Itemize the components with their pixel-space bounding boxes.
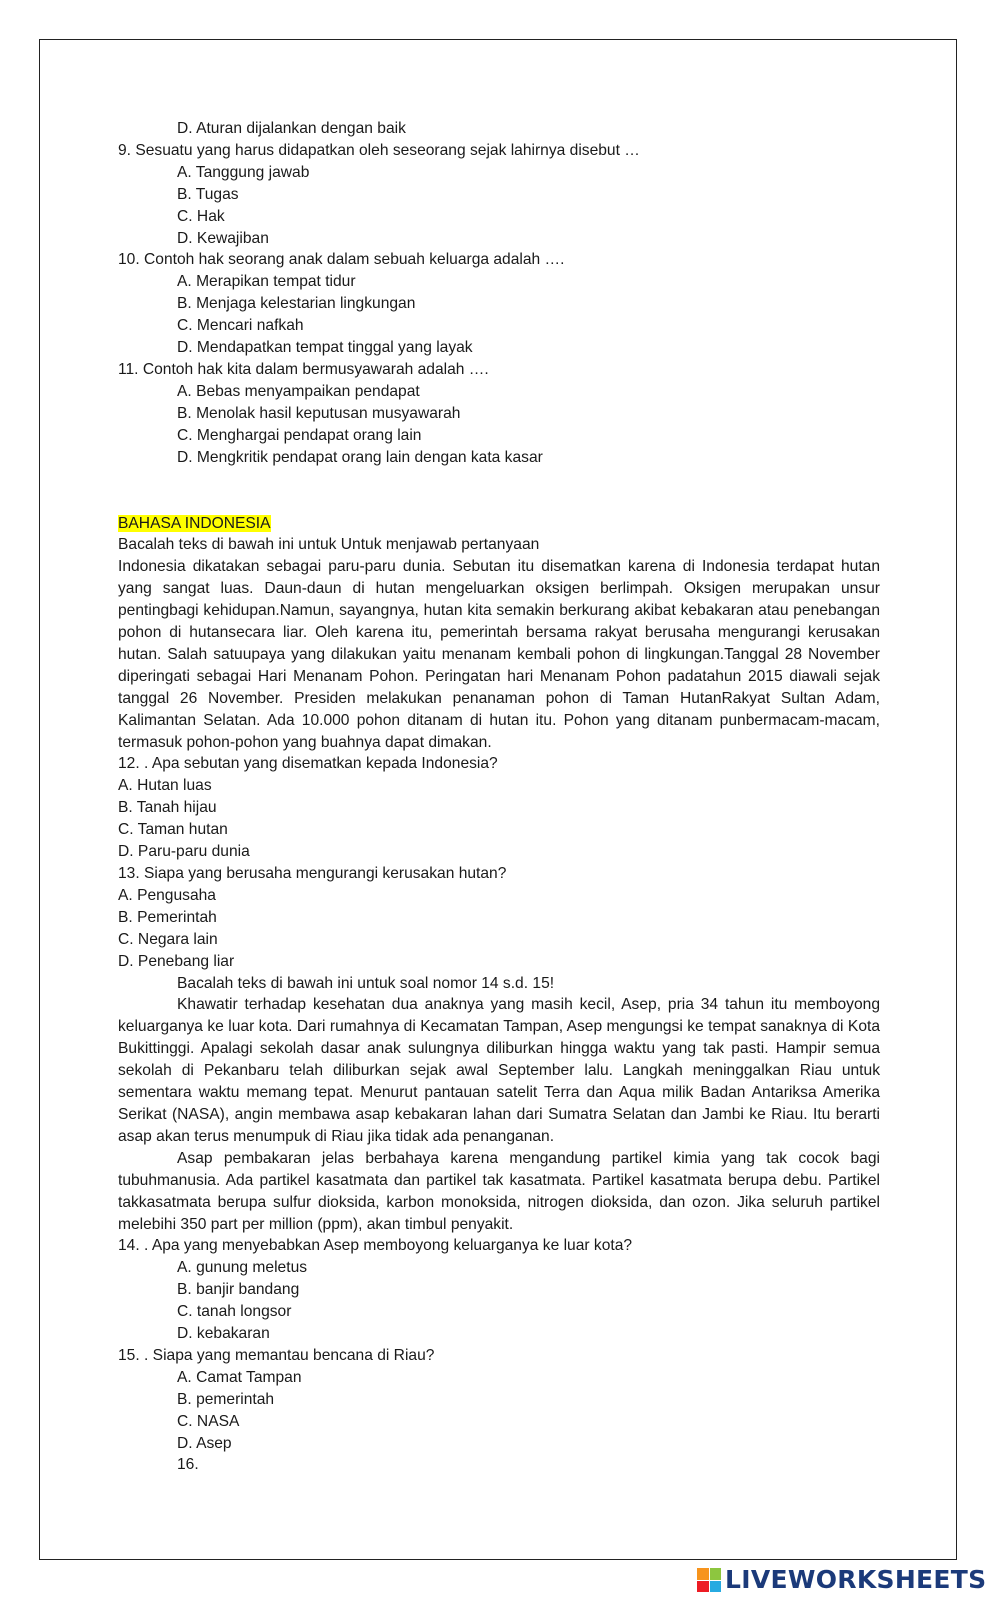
option-8d: D. Aturan dijalankan dengan baik	[177, 120, 406, 137]
option-9d: D. Kewajiban	[177, 229, 269, 247]
question-11: 11. Contoh hak kita dalam bermusyawarah adalah ….	[118, 360, 489, 378]
question-15: 15. . Siapa yang memantau bencana di Riau?	[118, 1346, 435, 1364]
option-12b: B. Tanah hijau	[118, 799, 217, 817]
liveworksheets-logo-icon	[697, 1568, 721, 1592]
option-13d: D. Penebang liar	[118, 952, 235, 970]
section-spacer	[118, 469, 880, 513]
question-10: 10. Contoh hak seorang anak dalam sebuah keluarga adalah ….	[118, 251, 565, 269]
option-13b: B. Pemerintah	[118, 908, 217, 926]
option-10c: C. Mencari nafkah	[177, 317, 304, 335]
option-12c: C. Taman hutan	[118, 821, 228, 839]
option-15b: B. pemerintah	[177, 1390, 275, 1408]
option-10b: B. Menjaga kelestarian lingkungan	[177, 295, 416, 313]
logo-square-orange	[697, 1568, 709, 1580]
question-9: 9. Sesuatu yang harus didapatkan oleh seseorang sejak lahirnya disebut …	[118, 141, 640, 159]
question-16-number: 16.	[177, 1456, 199, 1474]
question-13: 13. Siapa yang berusaha mengurangi kerusakan hutan?	[118, 865, 507, 882]
question-12: 12. . Apa sebutan yang disematkan kepada Indonesia?	[118, 755, 498, 773]
option-11a: A. Bebas menyampaikan pendapat	[177, 382, 420, 400]
option-11c: C. Menghargai pendapat orang lain	[177, 426, 422, 444]
question-14: 14. . Apa yang menyebabkan Asep memboyong keluarganya ke luar kota?	[118, 1237, 633, 1255]
logo-square-red	[697, 1581, 709, 1593]
reading-passage-2-paragraph-1: Khawatir terhadap kesehatan dua anaknya yang masih kecil, Asep, pria 34 tahun itu memboyong keluarganya ke luar kota. Dari rumahnya di Kecamatan Tampan, Asep mengungsi ke tempat sanaknya di Kota Bukittinggi. Apalagi sekolah dasar anak sulungnya diliburkan hingga waktu yang tak pasti. Hampir semua sekolah di Pekanbaru telah diliburkan sejak awal September lalu. Langkah meninggalkan Riau untuk sementara waktu memang tepat. Menurut pantauan satelit Terra dan Aqua milik Badan Antariksa Amerika Serikat (NASA), angin membawa asap kebakaran lahan dari Sumatra Selatan dan Jambi ke Riau. Itu berarti asap akan terus menumpuk di Riau jika tidak ada penanganan.	[118, 996, 880, 1145]
option-13a: A. Pengusaha	[118, 886, 216, 904]
liveworksheets-logo[interactable]	[697, 1567, 986, 1593]
option-15c: C. NASA	[177, 1412, 240, 1430]
option-10a: A. Merapikan tempat tidur	[177, 273, 356, 291]
option-12d: D. Paru-paru dunia	[118, 843, 250, 861]
option-14b: B. banjir bandang	[177, 1281, 300, 1299]
option-10d: D. Mendapatkan tempat tinggal yang layak	[177, 339, 473, 357]
reading-passage-1: Indonesia dikatakan sebagai paru-paru dunia. Sebutan itu disematkan karena di Indonesia terdapat hutan yang sangat luas. Daun-daun di hutan mengeluarkan oksigen berlimpah. Oksigen merupakan unsur pentingbagi kehidupan.Namun, sayangnya, hutan kita semakin berkurang akibat kebakaran atau penebangan pohon di hutansecara liar. Oleh karena itu, pemerintah bersama rakyat berusaha mengurangi kerusakan hutan. Salah satuupaya yang dilakukan yaitu menanam kembali pohon di lingkungan.Tanggal 28 November diperingati sebagai Hari Menanam Pohon. Peringatan hari Menanam Pohon padatahun 2015 diawali sejak tanggal 26 November. Presiden melakukan penanaman pohon di Taman HutanRakyat Sultan Adam, Kalimantan Selatan. Ada 10.000 pohon ditanam di hutan itu. Pohon yang ditanam punbermacam-macam, termasuk pohon-pohon yang buahnya dapat dimakan.	[118, 558, 880, 751]
option-9c: C. Hak	[177, 207, 225, 225]
option-13c: C. Negara lain	[118, 930, 218, 948]
option-9b: B. Tugas	[177, 185, 239, 203]
passage2-instruction: Bacalah teks di bawah ini untuk soal nomor 14 s.d. 15!	[177, 974, 555, 992]
worksheet-content	[118, 118, 880, 1476]
logo-square-green	[710, 1568, 722, 1580]
option-14a: A. gunung meletus	[177, 1259, 308, 1277]
reading-passage-2-paragraph-2: Asap pembakaran jelas berbahaya karena mengandung partikel kimia yang tak cocok bagi tubuhmanusia. Ada partikel kasatmata dan partikel tak kasatmata. Partikel kasatmata berupa debu. Partikel takkasatmata berupa sulfur dioksida, karbon monoksida, nitrogen dioksida, dan ozon. Jika seluruh partikel melebihi 350 part per million (ppm), akan timbul penyakit.	[118, 1149, 880, 1233]
section-title: BAHASA INDONESIA	[118, 514, 271, 532]
logo-square-blue	[710, 1581, 722, 1593]
option-12a: A. Hutan luas	[118, 777, 212, 795]
option-15a: A. Camat Tampan	[177, 1368, 302, 1386]
option-11d: D. Mengkritik pendapat orang lain dengan kata kasar	[177, 448, 543, 466]
liveworksheets-logo-text: LIVEWORKSHEETS	[725, 1565, 987, 1594]
option-14c: C. tanah longsor	[177, 1303, 292, 1321]
option-9a: A. Tanggung jawab	[177, 163, 310, 181]
option-11b: B. Menolak hasil keputusan musyawarah	[177, 404, 461, 422]
option-15d: D. Asep	[177, 1434, 232, 1452]
option-14d: D. kebakaran	[177, 1325, 270, 1343]
section-instruction: Bacalah teks di bawah ini untuk Untuk menjawab pertanyaan	[118, 536, 540, 554]
